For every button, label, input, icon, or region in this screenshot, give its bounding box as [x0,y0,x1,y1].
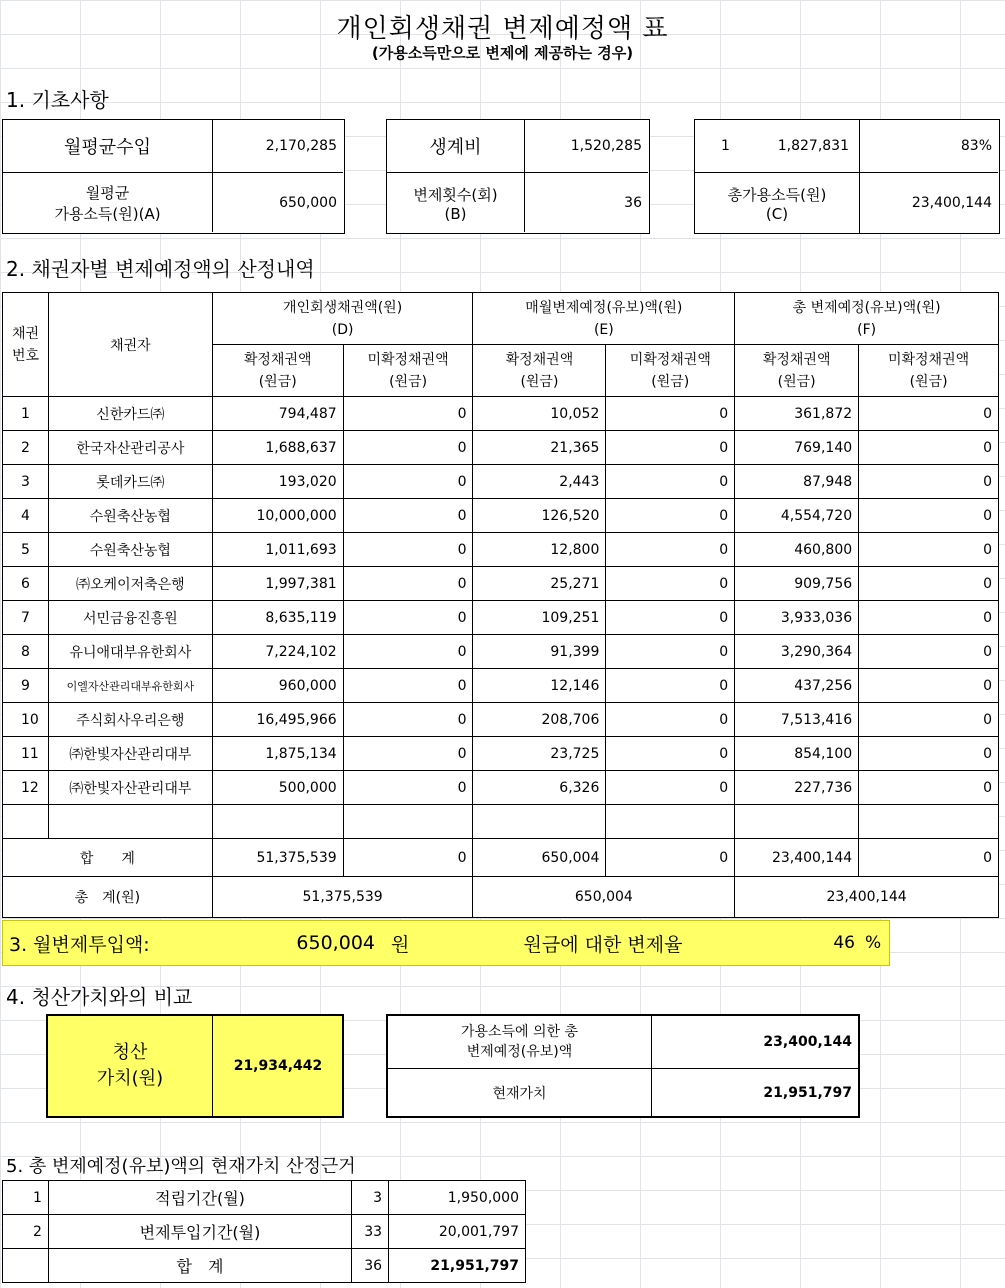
creditor-amount-f2: 0 [859,533,999,567]
basis-sum-months: 36 [352,1249,389,1283]
creditor-amount-e2: 0 [606,635,735,669]
misc-index: 1 [721,138,730,154]
basic-info-box-right [694,119,1000,234]
section2-heading: 2. 채권자별 변제예정액의 산정내역 [6,257,315,281]
liquidation-box [46,1014,344,1118]
creditor-amount-e2: 0 [606,669,735,703]
creditor-amount-d2: 0 [343,533,473,567]
section5-heading: 5. 총 변제예정(유보)액의 현재가치 산정근거 [6,1156,356,1177]
living-cost-value: 1,520,285 [570,138,642,154]
col-creditor-header: 채권자 [48,293,212,397]
creditor-amount-e1: 91,399 [473,635,606,669]
creditor-amount-e2: 0 [606,737,735,771]
empty-cell [473,805,606,839]
basis-row-no: 2 [3,1215,49,1249]
creditor-amount-e1: 12,800 [473,533,606,567]
monthly-income-value: 2,170,285 [265,138,337,154]
creditor-amount-f2: 0 [859,465,999,499]
creditor-amount-d1: 1,688,637 [212,431,343,465]
creditor-name: ㈜한빛자산관리대부 [48,737,212,771]
creditor-amount-d1: 1,875,134 [212,737,343,771]
creditor-row [3,499,999,533]
creditor-amount-f1: 4,554,720 [735,499,859,533]
creditor-amount-d1: 500,000 [212,771,343,805]
living-cost-label: 생계비 [429,137,482,158]
creditor-row [3,431,999,465]
creditor-no: 9 [3,669,49,703]
basic-info-box-left [2,119,345,234]
sub-header-unconfirmed-e: 미확정채권액 (원금) [606,345,735,397]
creditor-row [3,601,999,635]
creditor-amount-d2: 0 [343,635,473,669]
basis-row-months: 33 [352,1215,389,1249]
monthly-income-label: 월평균수입 [64,137,151,158]
creditor-name: 이엘자산관리대부유한회사 [48,669,212,703]
creditor-amount-e2: 0 [606,533,735,567]
creditor-row [3,567,999,601]
creditor-amount-e1: 126,520 [473,499,606,533]
sub-header-confirmed-f: 확정채권액 (원금) [735,345,859,397]
monthly-payment-amount: 650,004 [296,932,375,954]
creditor-amount-d2: 0 [343,397,473,431]
creditor-name: 수원축산농협 [48,533,212,567]
creditor-amount-e2: 0 [606,703,735,737]
creditor-amount-e1: 10,052 [473,397,606,431]
creditor-no: 10 [3,703,49,737]
creditor-amount-f2: 0 [859,703,999,737]
creditor-amount-f2: 0 [859,601,999,635]
empty-cell [859,805,999,839]
creditor-no: 5 [3,533,49,567]
sub-header-confirmed-d: 확정채권액 (원금) [212,345,343,397]
creditor-amount-e2: 0 [606,465,735,499]
group-f-header: 총 변제예정(유보)액(원) (F) [735,293,999,345]
creditor-amount-d2: 0 [343,669,473,703]
basis-row-label: 변제투입기간(월) [48,1215,351,1249]
creditor-row [3,635,999,669]
col-no-header: 채권 번호 [3,293,49,397]
section4-heading: 4. 청산가치와의 비교 [6,985,193,1009]
creditor-amount-f1: 87,948 [735,465,859,499]
section3-heading: 3. 월변제투입액: [9,933,150,956]
creditor-no: 7 [3,601,49,635]
creditor-amount-f2: 0 [859,669,999,703]
empty-cell [212,805,343,839]
sub-header-confirmed-e: 확정채권액 (원금) [473,345,606,397]
creditor-amount-d2: 0 [343,499,473,533]
present-value-value: 21,951,797 [763,1085,852,1101]
creditor-amount-f2: 0 [859,499,999,533]
basis-sum-label: 합 계 [48,1249,351,1283]
creditor-amount-f2: 0 [859,397,999,431]
creditor-amount-e1: 6,326 [473,771,606,805]
creditor-amount-d2: 0 [343,737,473,771]
group-e-header: 매월변제예정(유보)액(원) (E) [473,293,735,345]
empty-cell [3,805,49,839]
sum-d2: 0 [343,839,473,877]
creditor-amount-e1: 21,365 [473,431,606,465]
creditor-amount-f2: 0 [859,635,999,669]
misc-percent: 83% [960,138,992,154]
present-value-box [386,1014,860,1118]
creditor-table [2,292,999,918]
liquidation-value: 21,934,442 [233,1058,323,1074]
present-value-label: 현재가치 [492,1086,547,1102]
total-repay-label: 가용소득에 의한 총 변제예정(유보)액 [460,1024,579,1060]
section1-heading: 1. 기초사항 [6,88,109,112]
sub-header-unconfirmed-d: 미확정채권액 (원금) [343,345,473,397]
empty-cell [606,805,735,839]
creditor-row [3,397,999,431]
creditor-amount-f1: 3,290,364 [735,635,859,669]
creditor-amount-f1: 7,513,416 [735,703,859,737]
creditor-amount-e1: 23,725 [473,737,606,771]
sub-header-unconfirmed-f: 미확정채권액 (원금) [859,345,999,397]
creditor-amount-d2: 0 [343,703,473,737]
creditor-amount-e2: 0 [606,431,735,465]
sum-e1: 650,004 [473,839,606,877]
total-available-value: 23,400,144 [911,195,992,211]
payment-count-label: 변제횟수(회) (B) [413,185,498,223]
creditor-amount-d1: 10,000,000 [212,499,343,533]
empty-cell [48,805,212,839]
empty-cell [343,805,473,839]
creditor-amount-d2: 0 [343,431,473,465]
creditor-name: 수원축산농협 [48,499,212,533]
creditor-row [3,533,999,567]
total-e: 650,004 [473,877,735,918]
total-label: 총 계(원) [3,877,213,918]
available-income-value: 650,000 [279,195,337,211]
creditor-name: 서민금융진흥원 [48,601,212,635]
creditor-amount-f1: 909,756 [735,567,859,601]
creditor-no: 11 [3,737,49,771]
creditor-no: 3 [3,465,49,499]
creditor-amount-f2: 0 [859,567,999,601]
creditor-row [3,737,999,771]
creditor-name: 한국자산관리공사 [48,431,212,465]
creditor-amount-e1: 208,706 [473,703,606,737]
basis-row-value: 1,950,000 [389,1181,526,1215]
creditor-amount-f1: 437,256 [735,669,859,703]
liquidation-label: 청산 가치(원) [96,1042,164,1089]
creditor-amount-f1: 460,800 [735,533,859,567]
basis-sum-empty [3,1249,49,1283]
repayment-rate-label: 원금에 대한 변제율 [523,933,683,956]
sum-e2: 0 [606,839,735,877]
creditor-amount-f2: 0 [859,771,999,805]
creditor-amount-d1: 794,487 [212,397,343,431]
creditor-amount-e1: 12,146 [473,669,606,703]
creditor-amount-e2: 0 [606,771,735,805]
creditor-amount-d1: 1,997,381 [212,567,343,601]
total-available-label: 총가용소득(원) (C) [727,185,827,223]
creditor-amount-d2: 0 [343,465,473,499]
monthly-payment-unit: 원 [391,933,410,956]
present-value-basis-table [2,1180,526,1283]
creditor-no: 1 [3,397,49,431]
creditor-amount-f1: 854,100 [735,737,859,771]
page-title: 개인회생채권 변제예정액 표 [336,14,669,44]
total-d: 51,375,539 [212,877,473,918]
creditor-name: 주식회사우리은행 [48,703,212,737]
creditor-amount-f2: 0 [859,737,999,771]
creditor-amount-d2: 0 [343,771,473,805]
group-d-header: 개인회생채권액(원) (D) [212,293,473,345]
sum-f1: 23,400,144 [735,839,859,877]
basis-sum-value: 21,951,797 [389,1249,526,1283]
creditor-no: 4 [3,499,49,533]
creditor-row [3,465,999,499]
creditor-name: ㈜오케이저축은행 [48,567,212,601]
creditor-amount-d1: 8,635,119 [212,601,343,635]
creditor-amount-d1: 960,000 [212,669,343,703]
creditor-amount-d1: 16,495,966 [212,703,343,737]
creditor-row [3,703,999,737]
creditor-name: ㈜한빛자산관리대부 [48,771,212,805]
creditor-no: 8 [3,635,49,669]
repayment-rate-value: 46 [833,933,855,953]
creditor-name: 롯데카드㈜ [48,465,212,499]
sum-d1: 51,375,539 [212,839,343,877]
available-income-label: 월평균 가용소득(원)(A) [54,184,161,223]
creditor-no: 12 [3,771,49,805]
total-repay-value: 23,400,144 [763,1034,852,1050]
creditor-amount-e1: 25,271 [473,567,606,601]
sum-f2: 0 [859,839,999,877]
basis-row-no: 1 [3,1181,49,1215]
basic-info-box-middle [386,119,650,234]
creditor-no: 2 [3,431,49,465]
creditor-amount-e1: 109,251 [473,601,606,635]
creditor-amount-e2: 0 [606,397,735,431]
creditor-amount-f1: 3,933,036 [735,601,859,635]
monthly-payment-bar [2,920,890,966]
creditor-amount-e1: 2,443 [473,465,606,499]
creditor-amount-e2: 0 [606,499,735,533]
creditor-amount-f1: 769,140 [735,431,859,465]
total-f: 23,400,144 [735,877,999,918]
creditor-amount-f1: 227,736 [735,771,859,805]
creditor-amount-d1: 193,020 [212,465,343,499]
creditor-amount-f2: 0 [859,431,999,465]
creditor-amount-d2: 0 [343,601,473,635]
basis-row-value: 20,001,797 [389,1215,526,1249]
creditor-row [3,771,999,805]
creditor-name: 신한카드㈜ [48,397,212,431]
creditor-no: 6 [3,567,49,601]
page-subtitle: (가용소득만으로 변제에 제공하는 경우) [371,44,634,62]
repayment-rate-unit: % [865,933,882,953]
creditor-row [3,669,999,703]
basis-row-months: 3 [352,1181,389,1215]
creditor-amount-f1: 361,872 [735,397,859,431]
creditor-name: 유니애대부유한회사 [48,635,212,669]
basis-row-label: 적립기간(월) [48,1181,351,1215]
creditor-amount-d1: 7,224,102 [212,635,343,669]
payment-count-value: 36 [624,195,642,211]
creditor-amount-e2: 0 [606,567,735,601]
misc-value: 1,827,831 [777,138,849,154]
sum-label: 합 계 [3,839,213,877]
creditor-amount-d1: 1,011,693 [212,533,343,567]
creditor-amount-d2: 0 [343,567,473,601]
creditor-amount-e2: 0 [606,601,735,635]
empty-cell [735,805,859,839]
